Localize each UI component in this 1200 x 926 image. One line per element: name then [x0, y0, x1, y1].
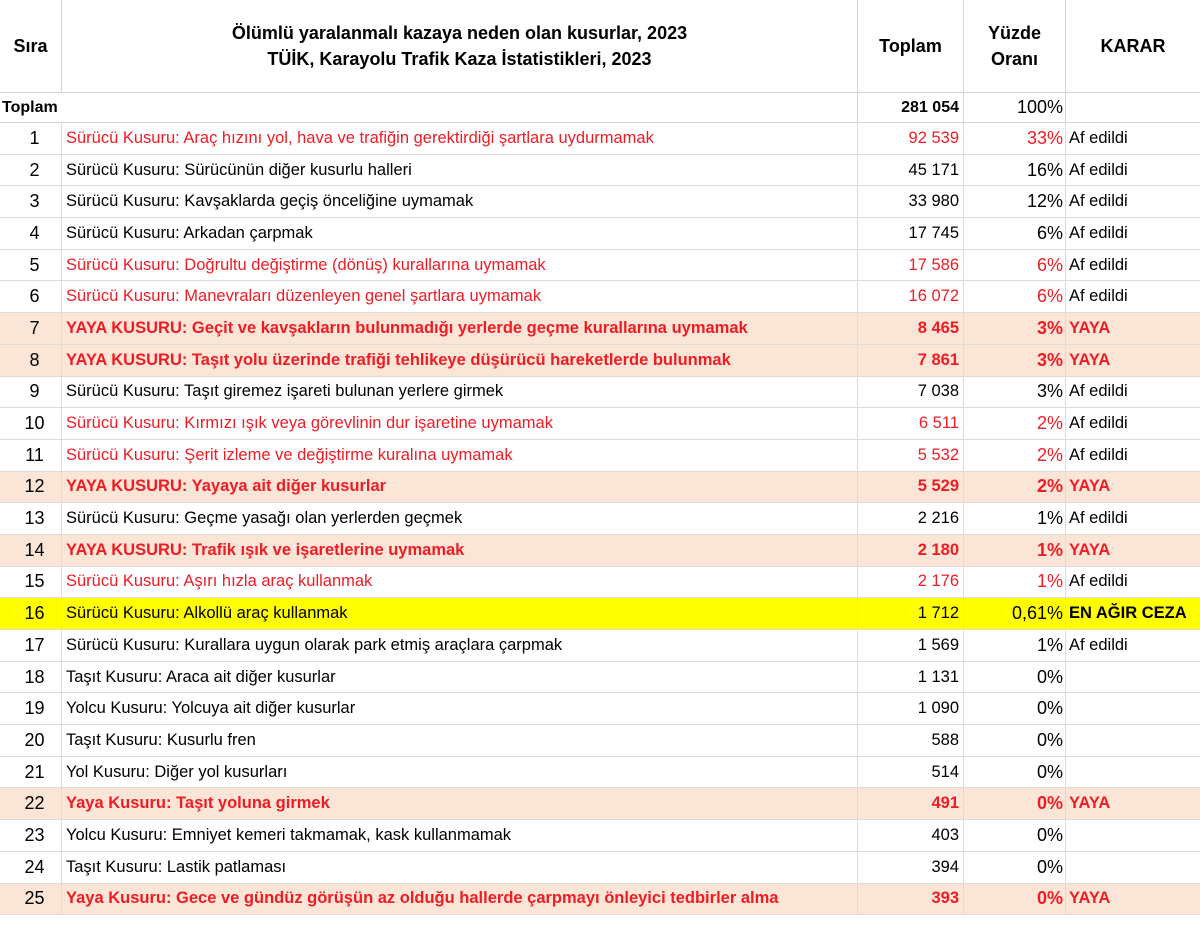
table-row: [0, 250, 1200, 282]
table-row: [0, 567, 1200, 599]
table-row: [0, 535, 1200, 567]
row-description[interactable]: Sürücü Kusuru: Taşıt giremez işareti bulunan yerlere girmek: [62, 377, 858, 408]
table-row: [0, 408, 1200, 440]
row-total[interactable]: 491: [858, 788, 964, 819]
row-total[interactable]: 16 072: [858, 281, 964, 312]
row-number[interactable]: 17: [0, 630, 62, 661]
table-row: [0, 598, 1200, 630]
row-percent[interactable]: 1%: [964, 630, 1066, 661]
row-description[interactable]: Sürücü Kusuru: Kurallara uygun olarak park etmiş araçlara çarpmak: [62, 630, 858, 661]
table-row: [0, 788, 1200, 820]
row-total[interactable]: 2 216: [858, 503, 964, 534]
row-description[interactable]: Taşıt Kusuru: Kusurlu fren: [62, 725, 858, 756]
row-total[interactable]: 7 861: [858, 345, 964, 376]
row-description[interactable]: Sürücü Kusuru: Geçme yasağı olan yerlerden geçmek: [62, 503, 858, 534]
row-total[interactable]: 5 532: [858, 440, 964, 471]
row-number[interactable]: 20: [0, 725, 62, 756]
row-description[interactable]: Yol Kusuru: Diğer yol kusurları: [62, 757, 858, 788]
table-header: [0, 0, 1200, 93]
table-row: [0, 313, 1200, 345]
row-karar[interactable]: Af edildi: [1069, 128, 1128, 147]
table-row: [0, 186, 1200, 218]
total-percent[interactable]: 100%: [964, 93, 1066, 122]
row-total[interactable]: 393: [858, 884, 964, 915]
row-description[interactable]: Yolcu Kusuru: Yolcuya ait diğer kusurlar: [62, 693, 858, 724]
row-karar[interactable]: Af edildi: [1069, 223, 1128, 242]
row-karar[interactable]: Af edildi: [1069, 382, 1128, 401]
row-number[interactable]: 24: [0, 852, 62, 883]
row-karar[interactable]: Af edildi: [1069, 635, 1128, 654]
row-percent[interactable]: 1%: [964, 567, 1066, 598]
title-line-2: TÜİK, Karayolu Trafik Kaza İstatistikleri, 2023: [267, 49, 652, 69]
table-body: [0, 123, 1200, 915]
row-karar[interactable]: [1066, 757, 1200, 788]
row-total[interactable]: 1 712: [858, 598, 964, 629]
row-karar[interactable]: [1066, 662, 1200, 693]
row-number[interactable]: 6: [0, 281, 62, 312]
table-row: [0, 377, 1200, 409]
row-description[interactable]: Taşıt Kusuru: Lastik patlaması: [62, 852, 858, 883]
table-row: [0, 852, 1200, 884]
table-row: [0, 693, 1200, 725]
row-description[interactable]: YAYA KUSURU: Yayaya ait diğer kusurlar: [62, 472, 858, 503]
row-total[interactable]: 2 176: [858, 567, 964, 598]
row-total[interactable]: 45 171: [858, 155, 964, 186]
header-yuzde[interactable]: [964, 0, 1066, 92]
row-description[interactable]: Sürücü Kusuru: Şerit izleme ve değiştirme kuralına uymamak: [62, 440, 858, 471]
row-number[interactable]: 13: [0, 503, 62, 534]
row-total[interactable]: 5 529: [858, 472, 964, 503]
row-percent[interactable]: 0%: [964, 757, 1066, 788]
header-karar[interactable]: KARAR: [1100, 36, 1166, 56]
row-description[interactable]: Sürücü Kusuru: Aşırı hızla araç kullanmak: [62, 567, 858, 598]
table-title[interactable]: [62, 0, 858, 92]
row-karar[interactable]: YAYA: [1069, 794, 1111, 813]
row-percent[interactable]: 1%: [964, 503, 1066, 534]
row-number[interactable]: 15: [0, 567, 62, 598]
row-karar[interactable]: Af edildi: [1069, 509, 1128, 528]
table-row: [0, 630, 1200, 662]
row-description[interactable]: YAYA KUSURU: Trafik ışık ve işaretlerine uymamak: [62, 535, 858, 566]
row-total[interactable]: 1 131: [858, 662, 964, 693]
row-total[interactable]: 1 569: [858, 630, 964, 661]
row-total[interactable]: 394: [858, 852, 964, 883]
row-percent[interactable]: 0,61%: [964, 598, 1066, 629]
row-total[interactable]: 403: [858, 820, 964, 851]
table-row: [0, 503, 1200, 535]
row-total[interactable]: 92 539: [858, 123, 964, 154]
title-line-1: Ölümlü yaralanmalı kazaya neden olan kusurlar, 2023: [231, 23, 688, 43]
row-number[interactable]: 8: [0, 345, 62, 376]
row-total[interactable]: 2 180: [858, 535, 964, 566]
row-description[interactable]: Taşıt Kusuru: Araca ait diğer kusurlar: [62, 662, 858, 693]
row-percent[interactable]: 33%: [964, 123, 1066, 154]
row-percent[interactable]: 0%: [964, 693, 1066, 724]
row-description[interactable]: Sürücü Kusuru: Kavşaklarda geçiş önceliğine uymamak: [62, 186, 858, 217]
row-number[interactable]: 7: [0, 313, 62, 344]
row-number[interactable]: 1: [0, 123, 62, 154]
table-row: [0, 757, 1200, 789]
row-total[interactable]: 17 745: [858, 218, 964, 249]
row-number[interactable]: 16: [0, 598, 62, 629]
row-number[interactable]: 5: [0, 250, 62, 281]
row-karar[interactable]: Af edildi: [1069, 287, 1128, 306]
total-karar-cell[interactable]: [1066, 93, 1200, 122]
row-total[interactable]: 7 038: [858, 377, 964, 408]
row-number[interactable]: 3: [0, 186, 62, 217]
row-karar[interactable]: Af edildi: [1069, 160, 1128, 179]
row-number[interactable]: 4: [0, 218, 62, 249]
row-karar[interactable]: Af edildi: [1069, 445, 1128, 464]
table-row: [0, 662, 1200, 694]
row-percent[interactable]: 0%: [964, 725, 1066, 756]
table-row: [0, 884, 1200, 916]
table-row: [0, 345, 1200, 377]
row-percent[interactable]: 1%: [964, 535, 1066, 566]
table-row: [0, 218, 1200, 250]
table-row: [0, 123, 1200, 155]
row-percent[interactable]: 12%: [964, 186, 1066, 217]
row-description[interactable]: Sürücü Kusuru: Kırmızı ışık veya görevlinin dur işaretine uymamak: [62, 408, 858, 439]
row-description[interactable]: YAYA KUSURU: Geçit ve kavşakların bulunmadığı yerlerde geçme kurallarına uymamak: [62, 313, 858, 344]
row-number[interactable]: 9: [0, 377, 62, 408]
row-percent[interactable]: 3%: [964, 377, 1066, 408]
row-percent[interactable]: 2%: [964, 408, 1066, 439]
table-row: [0, 440, 1200, 472]
row-total[interactable]: 17 586: [858, 250, 964, 281]
row-karar[interactable]: [1066, 725, 1200, 756]
row-percent[interactable]: 3%: [964, 313, 1066, 344]
table-row: [0, 281, 1200, 313]
header-yuzde-line-1: Yüzde: [987, 23, 1041, 43]
row-karar[interactable]: YAYA: [1069, 318, 1111, 337]
row-karar[interactable]: [1066, 693, 1200, 724]
row-number[interactable]: 14: [0, 535, 62, 566]
row-number[interactable]: 2: [0, 155, 62, 186]
row-percent[interactable]: 0%: [964, 662, 1066, 693]
header-toplam[interactable]: Toplam: [858, 0, 964, 92]
total-row: [0, 93, 1200, 123]
row-percent[interactable]: 0%: [964, 884, 1066, 915]
row-description[interactable]: YAYA KUSURU: Taşıt yolu üzerinde trafiği tehlikeye düşürücü hareketlerde bulunmak: [62, 345, 858, 376]
table-row: [0, 155, 1200, 187]
row-number[interactable]: 12: [0, 472, 62, 503]
row-percent[interactable]: 6%: [964, 250, 1066, 281]
row-karar[interactable]: Af edildi: [1069, 414, 1128, 433]
row-percent[interactable]: 6%: [964, 218, 1066, 249]
row-percent[interactable]: 2%: [964, 472, 1066, 503]
row-percent[interactable]: 2%: [964, 440, 1066, 471]
row-karar[interactable]: YAYA: [1069, 350, 1111, 369]
row-number[interactable]: 18: [0, 662, 62, 693]
row-percent[interactable]: 16%: [964, 155, 1066, 186]
row-total[interactable]: 33 980: [858, 186, 964, 217]
row-karar[interactable]: YAYA: [1069, 540, 1111, 559]
row-description[interactable]: Sürücü Kusuru: Sürücünün diğer kusurlu halleri: [62, 155, 858, 186]
row-number[interactable]: 23: [0, 820, 62, 851]
row-karar[interactable]: YAYA: [1069, 477, 1111, 496]
row-description[interactable]: Yolcu Kusuru: Emniyet kemeri takmamak, kask kullanmamak: [62, 820, 858, 851]
row-description[interactable]: Yaya Kusuru: Taşıt yoluna girmek: [62, 788, 858, 819]
row-karar[interactable]: Af edildi: [1069, 572, 1128, 591]
row-total[interactable]: 514: [858, 757, 964, 788]
row-percent[interactable]: 0%: [964, 852, 1066, 883]
row-percent[interactable]: 0%: [964, 788, 1066, 819]
row-percent[interactable]: 0%: [964, 820, 1066, 851]
header-sira[interactable]: Sıra: [0, 0, 62, 92]
table-row: [0, 820, 1200, 852]
row-number[interactable]: 21: [0, 757, 62, 788]
row-number[interactable]: 22: [0, 788, 62, 819]
row-number[interactable]: 10: [0, 408, 62, 439]
row-number[interactable]: 19: [0, 693, 62, 724]
total-label[interactable]: Toplam: [0, 93, 858, 122]
row-karar[interactable]: Af edildi: [1069, 192, 1128, 211]
row-description[interactable]: Sürücü Kusuru: Alkollü araç kullanmak: [62, 598, 858, 629]
row-karar[interactable]: Af edildi: [1069, 255, 1128, 274]
row-karar[interactable]: [1066, 852, 1200, 883]
header-yuzde-line-2: Oranı: [990, 49, 1038, 69]
row-karar[interactable]: [1066, 820, 1200, 851]
row-description[interactable]: Sürücü Kusuru: Arkadan çarpmak: [62, 218, 858, 249]
row-percent[interactable]: 3%: [964, 345, 1066, 376]
row-total[interactable]: 8 465: [858, 313, 964, 344]
row-description[interactable]: Sürücü Kusuru: Araç hızını yol, hava ve trafiğin gerektirdiği şartlara uydurmamak: [62, 123, 858, 154]
row-number[interactable]: 11: [0, 440, 62, 471]
row-total[interactable]: 1 090: [858, 693, 964, 724]
row-description[interactable]: Sürücü Kusuru: Doğrultu değiştirme (dönüş) kurallarına uymamak: [62, 250, 858, 281]
row-karar[interactable]: EN AĞIR CEZA: [1069, 604, 1187, 623]
row-description[interactable]: Yaya Kusuru: Gece ve gündüz görüşün az olduğu hallerde çarpmayı önleyici tedbirler alma: [62, 884, 858, 915]
table-row: [0, 472, 1200, 504]
row-total[interactable]: 588: [858, 725, 964, 756]
row-description[interactable]: Sürücü Kusuru: Manevraları düzenleyen genel şartlara uymamak: [62, 281, 858, 312]
total-value[interactable]: 281 054: [858, 93, 964, 122]
row-karar[interactable]: YAYA: [1069, 889, 1111, 908]
table-row: [0, 725, 1200, 757]
row-total[interactable]: 6 511: [858, 408, 964, 439]
row-number[interactable]: 25: [0, 884, 62, 915]
row-percent[interactable]: 6%: [964, 281, 1066, 312]
